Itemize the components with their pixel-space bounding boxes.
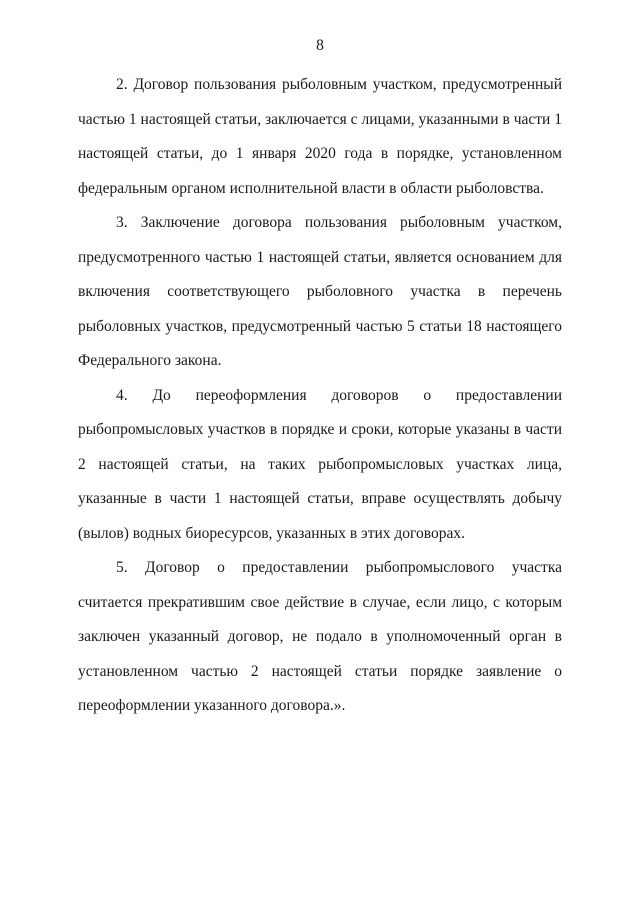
page-number: 8 [316, 37, 324, 54]
paragraph-4: 4. До переоформления договоров о предоставлении рыбопромысловых участков в порядке и сроки, которые указаны в части 2 настоящей статьи, на таких рыбопромысловых участках лица, указанные в части 1 настоящей статьи, вправе осуществлять добычу (вылов) водных биоресурсов, указанных в этих договорах. [78, 386, 562, 542]
paragraph-2: 2. Договор пользования рыболовным участком, предусмотренный частью 1 настоящей статьи, заключается с лицами, указанными в части 1 настоящей статьи, до 1 января 2020 года в порядке, установленном федеральным органом исполнительной власти в области рыболовства. [78, 76, 562, 197]
paragraph-5: 5. Договор о предоставлении рыбопромыслового участка считается прекратившим свое действие в случае, если лицо, с которым заключен указанный договор, не подало в уполномоченный орган в установленном частью 2 настоящей статьи порядке заявление о переоформлении указанного договора.». [78, 559, 562, 714]
paragraph-3: 3. Заключение договора пользования рыболовным участком, предусмотренного частью 1 настоящей статьи, является основанием для включения соответствующего рыболовного участка в перечень рыболовных участков, предусмотренный частью 5 статьи 18 настоящего Федерального закона. [78, 214, 562, 369]
document-body [78, 68, 562, 724]
